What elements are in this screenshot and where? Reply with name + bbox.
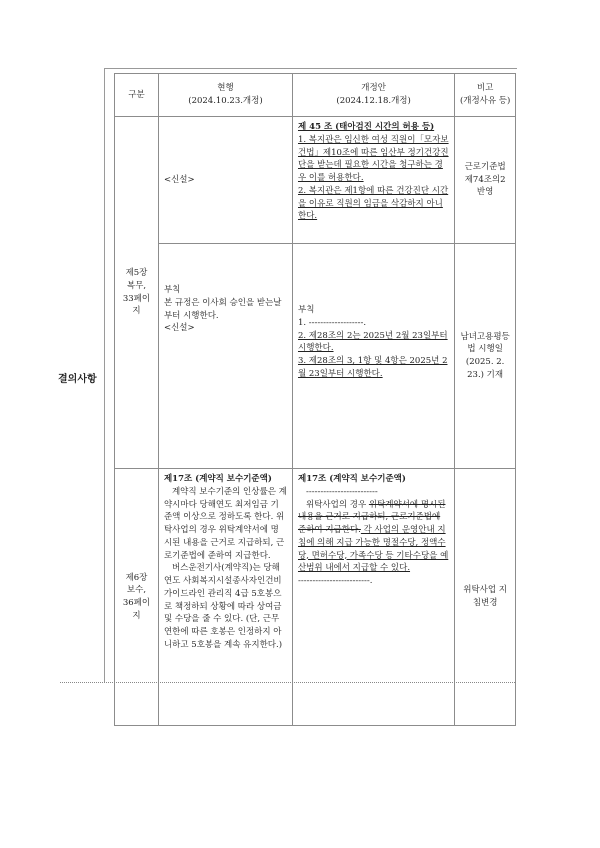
revision-table [114, 73, 516, 726]
left-rule [104, 68, 105, 682]
note-cell: 위탁사업 지침변경 [455, 469, 516, 726]
current-cell: 부칙 본 규정은 이사회 승인을 받는날부터 시행한다. <신설> [158, 244, 292, 469]
current-cell: <신설> [158, 117, 292, 244]
page-bottom-rule [60, 682, 515, 683]
proposed-cell: 제 45 조 (태아검진 시간의 허용 등) 1. 복지관은 임신한 여성 직원이「모자보건법」제10조에 따른 임산부 정기건강진단을 받는데 필요한 시간을 청구하는 경우 이를 허용한다. 2. 복지관은 제1항에 따른 건강진단 시간을 이유로 직원의 임금을 삭감하지 아니한다. [292, 117, 454, 244]
table-row [115, 469, 516, 726]
section-cell: 제5장 복무, 33페이지 [115, 117, 159, 469]
page-top-rule [105, 68, 517, 69]
proposed-cell: 부칙 1. -------------------. 2. 제28조의 2는 2025년 2월 23일부터 시행한다. 3. 제28조의 3, 1항 및 4항은 2025년 2월 23일부터 시행한다. [292, 244, 454, 469]
header-current: 현행 (2024.10.23.개정) [158, 74, 292, 117]
table-row [115, 244, 516, 469]
note-cell: 남녀고용평등법 시행일(2025. 2. 23.) 기재 [455, 244, 516, 469]
table-row [115, 117, 516, 244]
proposed-body: 위탁사업의 경우 위탁계약서에 명시된 내용을 근거로 지급하되, 근로기준법에 준하여 지급한다. 각 사업의 운영안내 지침에 의해 지급 가능한 명절수당, 정액수당, 면허수당, 가족수당 등 기타수당을 예산범위 내에서 지급할 수 있다. [297, 499, 449, 574]
section-cell: 제6장 보수, 36페이지 [115, 469, 159, 726]
header-note: 비고 (개정사유 등) [455, 74, 516, 117]
current-cell: 제17조 (계약직 보수기준액) 계약직 보수기준의 인상률은 계약시마다 당해연도 최저임금 기준액 이상으로 정하도록 한다. 위탁사업의 경우 위탁계약서에 명시된 내용을 근거로 지급하되, 근로기준법에 준하여 지급한다. 버스운전기사(계약직)는 당해 연도 사회복지시설종사자인건비 가이드라인 관리직 4급 5호봉으로 책정하되 상황에 따라 상여금 및 수당을 줄 수 있다. (단, 근무연한에 따른 호봉은 인정하지 아니하고 5호봉을 계속 유지한다.) [158, 469, 292, 726]
header-proposed: 개정안 (2024.12.18.개정) [292, 74, 454, 117]
header-category: 구분 [115, 74, 159, 117]
side-label: 결의사항 [58, 374, 97, 385]
header-row [115, 74, 516, 117]
proposed-cell: 제17조 (계약직 보수기준액) ------------------------- 위탁사업의 경우 위탁계약서에 명시된 내용을 근거로 지급하되, 근로기준법에 준하여 지급한다. 각 사업의 운영안내 지침에 의해 지급 가능한 명절수당, 정액수당, 면허수당, 가족수당 등 기타수당을 예산범위 내에서 지급할 수 있다. -------------------------. [292, 469, 454, 726]
note-cell: 근로기준법 제74조의2 반영 [455, 117, 516, 244]
